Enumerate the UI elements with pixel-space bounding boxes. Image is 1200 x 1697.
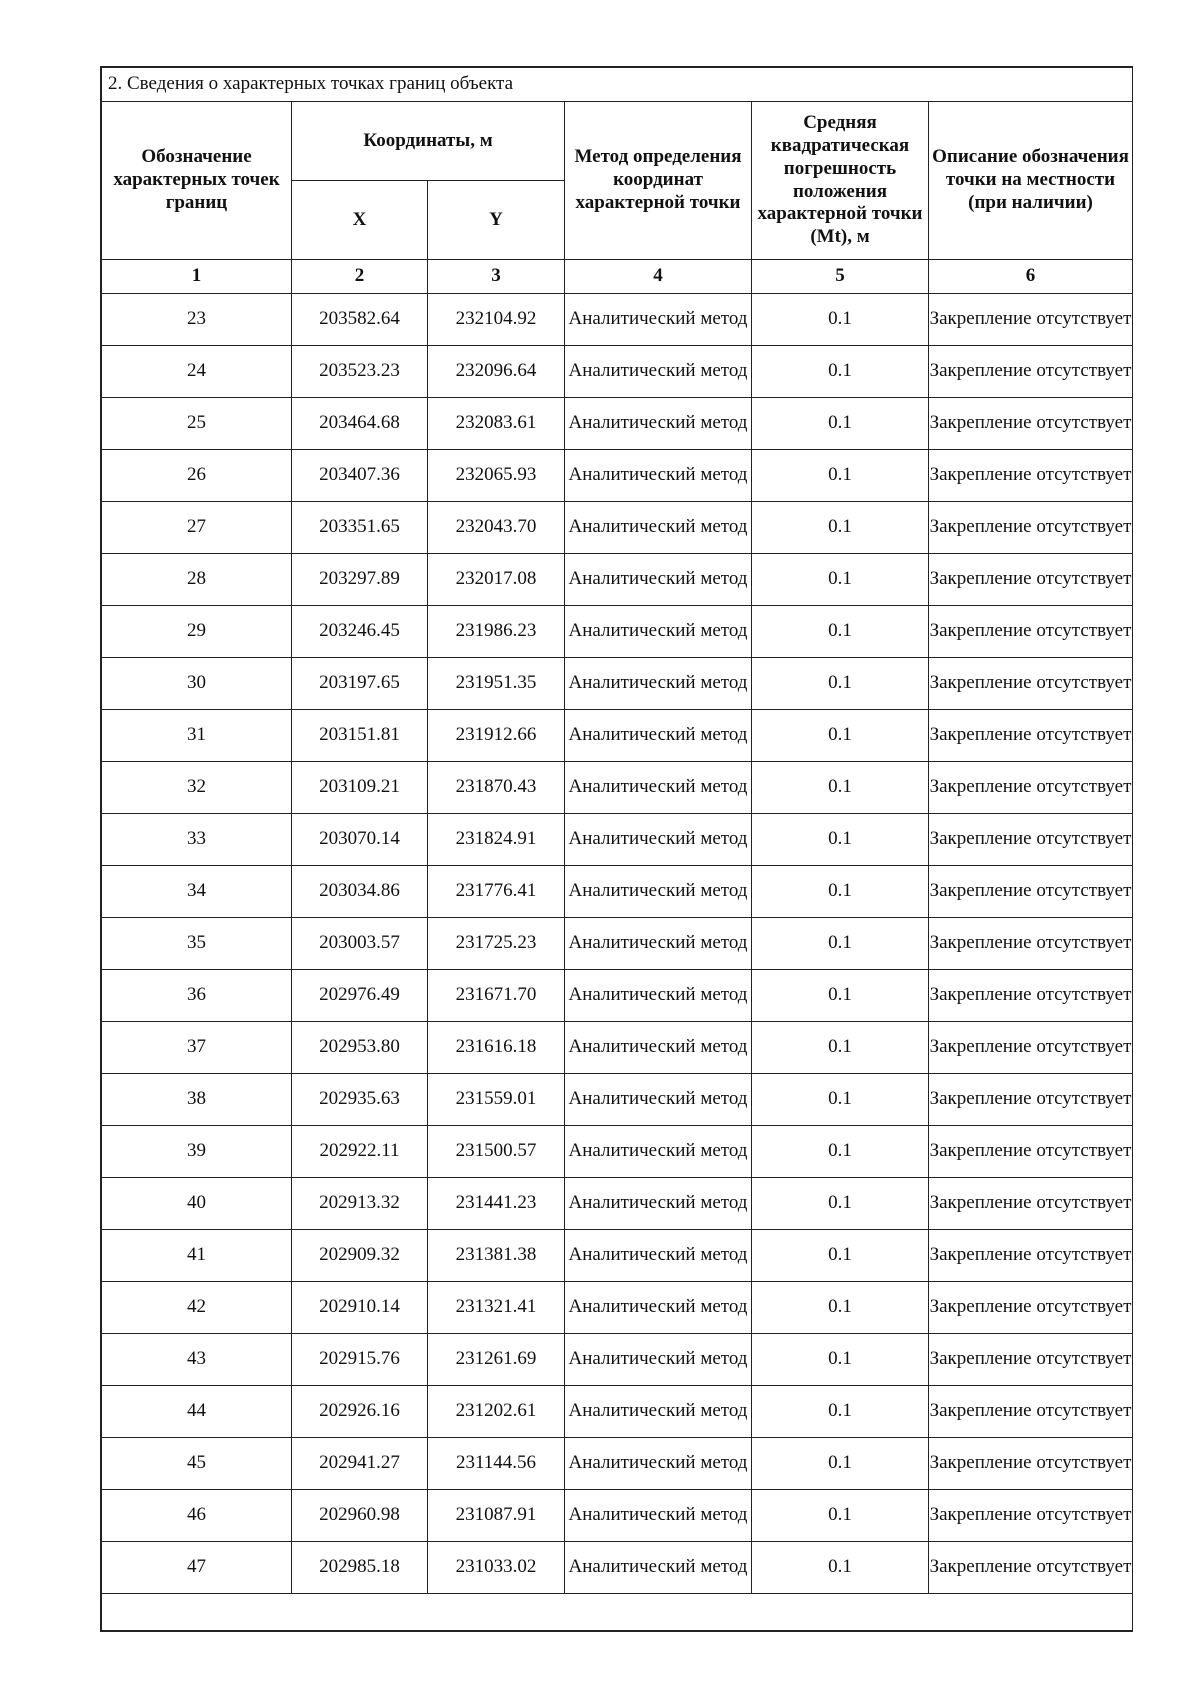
point-x: 203151.81: [292, 710, 428, 762]
point-x: 203407.36: [292, 450, 428, 502]
point-x: 203034.86: [292, 866, 428, 918]
point-id: 43: [102, 1334, 292, 1386]
point-y: 231500.57: [428, 1126, 565, 1178]
point-description: Закрепление отсутствует: [929, 1334, 1133, 1386]
point-x: 202960.98: [292, 1490, 428, 1542]
point-description: Закрепление отсутствует: [929, 1438, 1133, 1490]
point-y: 231616.18: [428, 1022, 565, 1074]
point-description: Закрепление отсутствует: [929, 658, 1133, 710]
point-mt: 0.1: [752, 1386, 929, 1438]
point-mt: 0.1: [752, 294, 929, 346]
point-method: Аналитический метод: [565, 1126, 752, 1178]
point-y: 231441.23: [428, 1178, 565, 1230]
table-row: [102, 450, 1133, 502]
point-id: 32: [102, 762, 292, 814]
point-method: Аналитический метод: [565, 1022, 752, 1074]
table-row: [102, 918, 1133, 970]
point-x: 203351.65: [292, 502, 428, 554]
header-y: Y: [428, 181, 565, 260]
point-method: Аналитический метод: [565, 814, 752, 866]
point-id: 26: [102, 450, 292, 502]
point-y: 231559.01: [428, 1074, 565, 1126]
point-mt: 0.1: [752, 970, 929, 1022]
header-coordinates: Координаты, м: [292, 102, 565, 181]
point-method: Аналитический метод: [565, 606, 752, 658]
point-method: Аналитический метод: [565, 658, 752, 710]
point-mt: 0.1: [752, 1074, 929, 1126]
point-mt: 0.1: [752, 450, 929, 502]
point-x: 202985.18: [292, 1542, 428, 1594]
point-mt: 0.1: [752, 554, 929, 606]
table-row: [102, 866, 1133, 918]
point-description: Закрепление отсутствует: [929, 762, 1133, 814]
point-mt: 0.1: [752, 866, 929, 918]
table-row: [102, 1334, 1133, 1386]
point-description: Закрепление отсутствует: [929, 1282, 1133, 1334]
point-method: Аналитический метод: [565, 1490, 752, 1542]
table-row: [102, 1126, 1133, 1178]
point-mt: 0.1: [752, 762, 929, 814]
table-footer-empty: [102, 1594, 1133, 1631]
point-mt: 0.1: [752, 1334, 929, 1386]
point-method: Аналитический метод: [565, 450, 752, 502]
point-description: Закрепление отсутствует: [929, 1386, 1133, 1438]
point-x: 202915.76: [292, 1334, 428, 1386]
point-x: 202926.16: [292, 1386, 428, 1438]
point-mt: 0.1: [752, 1126, 929, 1178]
point-y: 232104.92: [428, 294, 565, 346]
point-method: Аналитический метод: [565, 294, 752, 346]
point-mt: 0.1: [752, 1178, 929, 1230]
header-error: Средняя квадратическая погрешность положения характерной точки (Mt), м: [752, 102, 929, 260]
point-description: Закрепление отсутствует: [929, 970, 1133, 1022]
table-row: [102, 502, 1133, 554]
point-method: Аналитический метод: [565, 762, 752, 814]
table-row: [102, 346, 1133, 398]
point-method: Аналитический метод: [565, 1334, 752, 1386]
column-number: 1: [102, 260, 292, 294]
table-row: [102, 970, 1133, 1022]
column-number: 5: [752, 260, 929, 294]
point-description: Закрепление отсутствует: [929, 1178, 1133, 1230]
point-description: Закрепление отсутствует: [929, 1542, 1133, 1594]
point-id: 35: [102, 918, 292, 970]
point-description: Закрепление отсутствует: [929, 294, 1133, 346]
point-id: 34: [102, 866, 292, 918]
point-mt: 0.1: [752, 1230, 929, 1282]
point-description: Закрепление отсутствует: [929, 606, 1133, 658]
point-x: 202941.27: [292, 1438, 428, 1490]
point-description: Закрепление отсутствует: [929, 866, 1133, 918]
point-description: Закрепление отсутствует: [929, 1074, 1133, 1126]
point-y: 231951.35: [428, 658, 565, 710]
point-id: 47: [102, 1542, 292, 1594]
point-description: Закрепление отсутствует: [929, 398, 1133, 450]
point-mt: 0.1: [752, 1490, 929, 1542]
table-row: [102, 1542, 1133, 1594]
column-number: 3: [428, 260, 565, 294]
point-mt: 0.1: [752, 1542, 929, 1594]
point-y: 231824.91: [428, 814, 565, 866]
point-x: 203003.57: [292, 918, 428, 970]
point-y: 231725.23: [428, 918, 565, 970]
point-id: 29: [102, 606, 292, 658]
point-y: 231087.91: [428, 1490, 565, 1542]
point-x: 203582.64: [292, 294, 428, 346]
point-id: 42: [102, 1282, 292, 1334]
point-mt: 0.1: [752, 918, 929, 970]
table-row: [102, 554, 1133, 606]
table-row: [102, 1490, 1133, 1542]
point-description: Закрепление отсутствует: [929, 1230, 1133, 1282]
point-x: 202909.32: [292, 1230, 428, 1282]
point-x: 202935.63: [292, 1074, 428, 1126]
point-method: Аналитический метод: [565, 1438, 752, 1490]
point-y: 232065.93: [428, 450, 565, 502]
point-id: 36: [102, 970, 292, 1022]
point-x: 202953.80: [292, 1022, 428, 1074]
point-id: 40: [102, 1178, 292, 1230]
point-x: 203246.45: [292, 606, 428, 658]
point-y: 231912.66: [428, 710, 565, 762]
point-description: Закрепление отсутствует: [929, 502, 1133, 554]
header-x: X: [292, 181, 428, 260]
table-row: [102, 1022, 1133, 1074]
table-row: [102, 762, 1133, 814]
point-description: Закрепление отсутствует: [929, 554, 1133, 606]
point-id: 33: [102, 814, 292, 866]
point-y: 232017.08: [428, 554, 565, 606]
point-description: Закрепление отсутствует: [929, 1126, 1133, 1178]
point-x: 203297.89: [292, 554, 428, 606]
table-row: [102, 606, 1133, 658]
point-id: 38: [102, 1074, 292, 1126]
point-description: Закрепление отсутствует: [929, 710, 1133, 762]
point-description: Закрепление отсутствует: [929, 450, 1133, 502]
point-id: 24: [102, 346, 292, 398]
point-id: 31: [102, 710, 292, 762]
point-method: Аналитический метод: [565, 1178, 752, 1230]
point-mt: 0.1: [752, 398, 929, 450]
point-x: 203523.23: [292, 346, 428, 398]
point-y: 232096.64: [428, 346, 565, 398]
point-id: 28: [102, 554, 292, 606]
point-x: 203109.21: [292, 762, 428, 814]
point-description: Закрепление отсутствует: [929, 346, 1133, 398]
point-id: 23: [102, 294, 292, 346]
table-row: [102, 1230, 1133, 1282]
boundary-points-table: [101, 67, 1133, 1631]
table-row: [102, 294, 1133, 346]
point-mt: 0.1: [752, 1438, 929, 1490]
table-row: [102, 1074, 1133, 1126]
section-title: 2. Сведения о характерных точках границ объекта: [102, 68, 1133, 102]
point-mt: 0.1: [752, 710, 929, 762]
column-number-row: [102, 260, 1133, 294]
point-description: Закрепление отсутствует: [929, 1490, 1133, 1542]
point-y: 231033.02: [428, 1542, 565, 1594]
point-method: Аналитический метод: [565, 710, 752, 762]
header-description: Описание обозначения точки на местности (при наличии): [929, 102, 1133, 260]
point-id: 25: [102, 398, 292, 450]
header-method: Метод определения координат характерной точки: [565, 102, 752, 260]
point-method: Аналитический метод: [565, 918, 752, 970]
point-x: 203464.68: [292, 398, 428, 450]
point-method: Аналитический метод: [565, 346, 752, 398]
point-y: 231261.69: [428, 1334, 565, 1386]
point-mt: 0.1: [752, 502, 929, 554]
point-y: 231321.41: [428, 1282, 565, 1334]
point-id: 27: [102, 502, 292, 554]
table-row: [102, 1178, 1133, 1230]
point-x: 203070.14: [292, 814, 428, 866]
point-y: 231870.43: [428, 762, 565, 814]
table-row: [102, 1282, 1133, 1334]
point-mt: 0.1: [752, 658, 929, 710]
table-row: [102, 814, 1133, 866]
point-y: 232043.70: [428, 502, 565, 554]
point-x: 202913.32: [292, 1178, 428, 1230]
point-y: 231776.41: [428, 866, 565, 918]
table-body: [102, 294, 1133, 1594]
point-y: 231986.23: [428, 606, 565, 658]
point-x: 202976.49: [292, 970, 428, 1022]
point-y: 231144.56: [428, 1438, 565, 1490]
point-method: Аналитический метод: [565, 1230, 752, 1282]
column-number: 4: [565, 260, 752, 294]
point-method: Аналитический метод: [565, 1542, 752, 1594]
table-row: [102, 658, 1133, 710]
point-method: Аналитический метод: [565, 866, 752, 918]
point-method: Аналитический метод: [565, 502, 752, 554]
point-id: 41: [102, 1230, 292, 1282]
point-mt: 0.1: [752, 1022, 929, 1074]
point-y: 232083.61: [428, 398, 565, 450]
point-id: 44: [102, 1386, 292, 1438]
point-method: Аналитический метод: [565, 1282, 752, 1334]
point-id: 37: [102, 1022, 292, 1074]
point-id: 30: [102, 658, 292, 710]
table-row: [102, 1438, 1133, 1490]
table-row: [102, 710, 1133, 762]
point-id: 45: [102, 1438, 292, 1490]
point-mt: 0.1: [752, 1282, 929, 1334]
point-y: 231381.38: [428, 1230, 565, 1282]
point-id: 46: [102, 1490, 292, 1542]
point-method: Аналитический метод: [565, 970, 752, 1022]
column-number: 2: [292, 260, 428, 294]
point-y: 231671.70: [428, 970, 565, 1022]
point-mt: 0.1: [752, 814, 929, 866]
point-method: Аналитический метод: [565, 1074, 752, 1126]
point-x: 202910.14: [292, 1282, 428, 1334]
boundary-points-sheet: [100, 66, 1133, 1632]
table-row: [102, 398, 1133, 450]
point-description: Закрепление отсутствует: [929, 814, 1133, 866]
point-x: 202922.11: [292, 1126, 428, 1178]
table-row: [102, 1386, 1133, 1438]
point-x: 203197.65: [292, 658, 428, 710]
header-designation: Обозначение характерных точек границ: [102, 102, 292, 260]
point-description: Закрепление отсутствует: [929, 918, 1133, 970]
point-method: Аналитический метод: [565, 554, 752, 606]
column-number: 6: [929, 260, 1133, 294]
point-description: Закрепление отсутствует: [929, 1022, 1133, 1074]
point-mt: 0.1: [752, 346, 929, 398]
point-method: Аналитический метод: [565, 1386, 752, 1438]
point-method: Аналитический метод: [565, 398, 752, 450]
point-id: 39: [102, 1126, 292, 1178]
point-mt: 0.1: [752, 606, 929, 658]
point-y: 231202.61: [428, 1386, 565, 1438]
